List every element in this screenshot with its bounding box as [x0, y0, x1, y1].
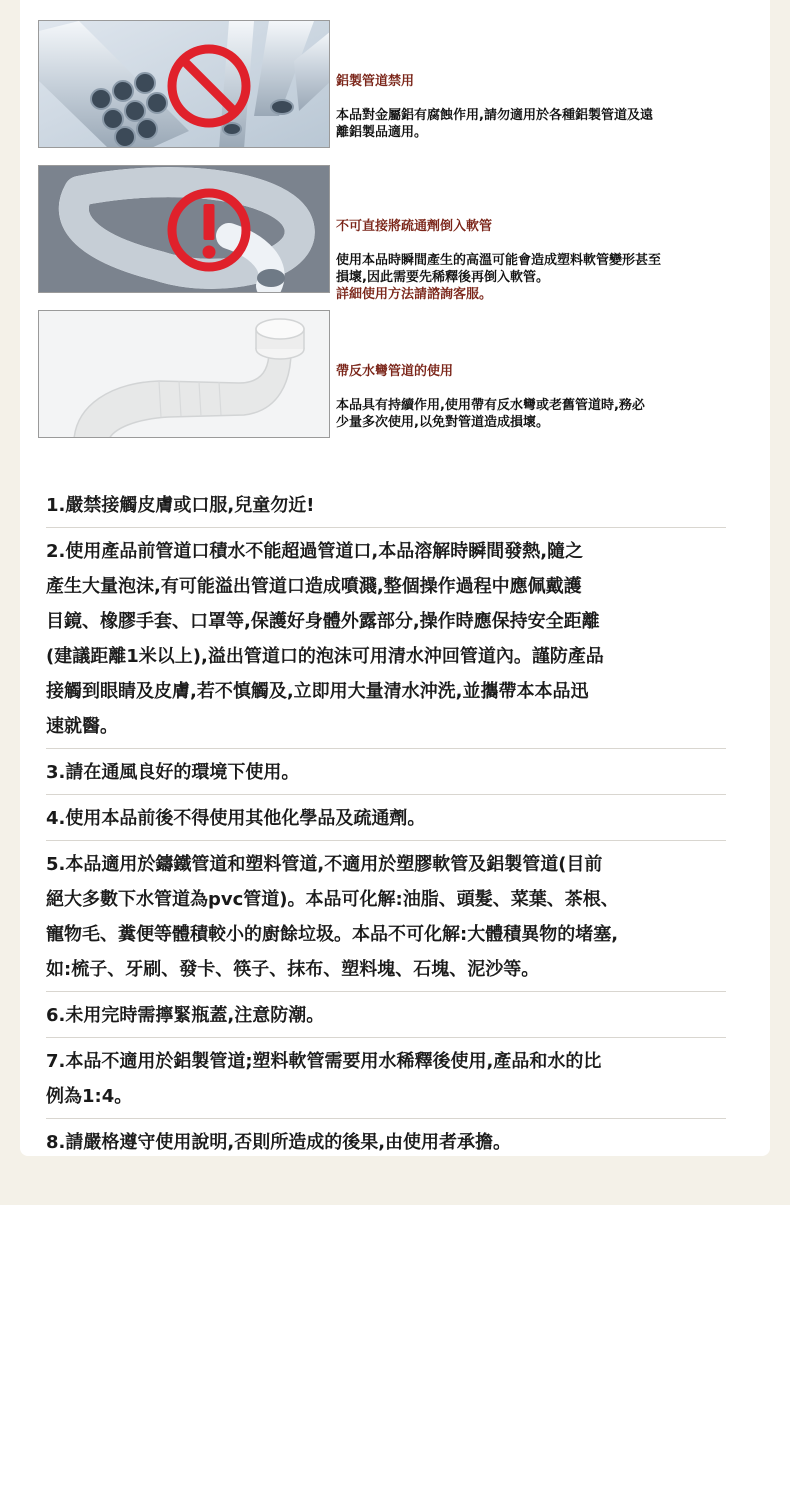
warning-body: 本品具有持續作用,使用帶有反水彎或老舊管道時,務必 少量多次使用,以免對管道造成損壞。	[336, 398, 645, 430]
usage-rules-list	[46, 482, 726, 1164]
warning-title: 鋁製管道禁用	[336, 74, 415, 89]
customer-service-note: 詳細使用方法請諮詢客服。	[336, 287, 493, 302]
rule-item-7: 7.本品不適用於鋁製管道;塑料軟管需要用水稀釋後使用,產品和水的比 例為1:4。	[46, 1038, 726, 1119]
rule-item-3: 3.請在通風良好的環境下使用。	[46, 749, 726, 795]
warning-trap-pipe	[38, 310, 758, 440]
rule-item-4: 4.使用本品前後不得使用其他化學品及疏通劑。	[46, 795, 726, 841]
warning-title: 帶反水彎管道的使用	[336, 364, 454, 379]
warning-soft-hose	[38, 165, 758, 302]
exclamation-icon	[165, 186, 253, 274]
rule-item-5: 5.本品適用於鑄鐵管道和塑料管道,不適用於塑膠軟管及鋁製管道(目前 絕大多數下水管道為pvc管道)。本品可化解:油脂、頭髮、菜葉、茶根、 寵物毛、糞便等體積較小的廚餘垃圾。本品不可化解:大體積異物的堵塞, 如:梳子、牙刷、發卡、筷子、抹布、塑料塊、石塊、泥沙等。	[46, 841, 726, 992]
trap-pipe-image	[38, 310, 330, 438]
rule-item-1: 1.嚴禁接觸皮膚或口服,兒童勿近!	[46, 482, 726, 528]
no-entry-icon	[165, 42, 253, 130]
rule-item-6: 6.未用完時需擰緊瓶蓋,注意防潮。	[46, 992, 726, 1038]
rule-item-8: 8.請嚴格遵守使用說明,否則所造成的後果,由使用者承擔。	[46, 1132, 512, 1153]
warning-body: 使用本品時瞬間產生的高溫可能會造成塑料軟管變形甚至 損壞,因此需要先稀釋後再倒入軟管。 詳細使用方法請諮詢客服。	[336, 252, 756, 303]
rule-item-2: 2.使用產品前管道口積水不能超過管道口,本品溶解時瞬間發熱,隨之 產生大量泡沫,有可能溢出管道口造成噴濺,整個操作過程中應佩戴護 目鏡、橡膠手套、口罩等,保護好身體外露部分,操作時應保持安全距離 (建議距離1米以上),溢出管道口的泡沫可用清水沖回管道內。謹防產品 接觸到眼睛及皮膚,若不慎觸及,立即用大量清水沖洗,並攜帶本本品迅 速就醫。	[46, 528, 726, 749]
warning-title: 不可直接將疏通劑倒入軟管	[336, 219, 493, 234]
warning-aluminum-pipes	[38, 20, 758, 150]
warning-body: 本品對金屬鋁有腐蝕作用,請勿適用於各種鋁製管道及遠 離鋁製品適用。	[336, 108, 653, 140]
